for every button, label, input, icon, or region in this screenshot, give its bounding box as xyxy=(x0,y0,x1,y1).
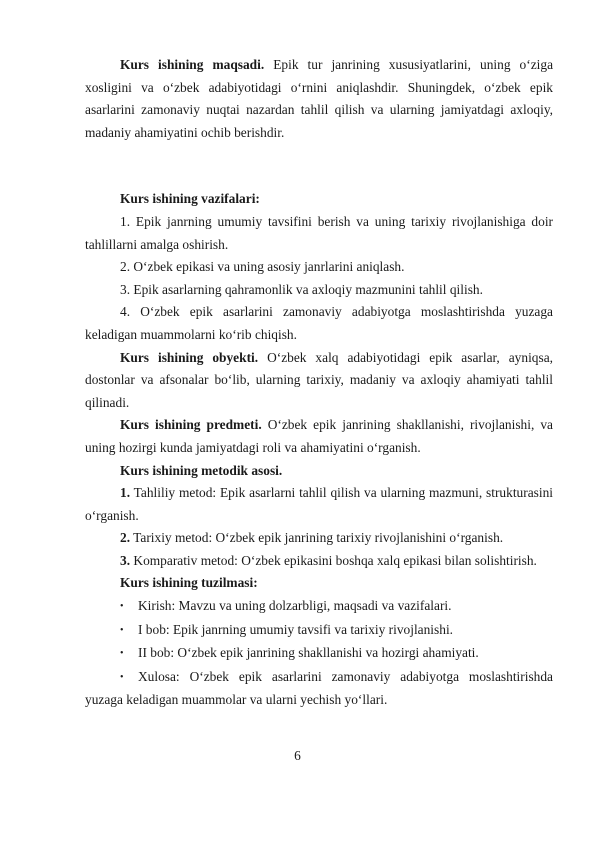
tuzilma-heading xyxy=(85,572,553,595)
obyekt-text: O‘zbek xalq adabiyotidagi epik asarlar, ayniqsa, dostonlar va afsonalar bo‘lib, ularning tarixiy, madaniy va axloqiy ahamiyati tahlil qilinadi. xyxy=(85,349,553,410)
tuzilma-item-4 xyxy=(85,666,553,712)
vazifa-item-4: 4. O‘zbek epik asarlarini zamonaviy adabiyotga moslashtirishda yuzaga keladigan muammolarni ko‘rib chiqish. xyxy=(85,304,553,342)
vazifa-item-1: 1. Epik janrning umumiy tavsifini berish va uning tarixiy rivojlanishiga doir tahlillarni amalga oshirish. xyxy=(85,213,553,252)
metodik-item-1-num: 1. xyxy=(120,485,131,501)
vazifalar-heading xyxy=(85,188,553,211)
predmet-paragraph xyxy=(85,414,553,459)
tuzilma-item-2 xyxy=(85,619,553,643)
maqsad-paragraph xyxy=(85,54,553,144)
bullet-icon: • xyxy=(120,624,124,636)
predmet-heading: Kurs ishining predmeti. xyxy=(120,417,262,433)
metodik-item-1 xyxy=(85,482,553,527)
page-number: 6 xyxy=(294,748,301,763)
metodik-heading xyxy=(85,460,553,483)
vazifa-item-2: 2. O‘zbek epikasi va uning asosiy janrlarini aniqlash. xyxy=(120,259,405,275)
tuzilma-item-3-text: II bob: O‘zbek epik janrining shakllanishi va hozirgi ahamiyati. xyxy=(138,645,479,661)
maqsad-heading: Kurs ishining maqsadi. xyxy=(120,57,265,72)
metodik-item-1-text: Tahliliy metod: Epik asarlarni tahlil qilish va ularning mazmuni, strukturasini o‘rganish. xyxy=(85,485,553,523)
vazifa-item-3: 3. Epik asarlarning qahramonlik va axloqiy mazmunini tahlil qilish. xyxy=(120,281,483,297)
predmet-text: O‘zbek epik janrining shakllanishi, rivojlanishi, va uning hozirgi kunda jamiyatdagi roli va ahamiyatini o‘rganish. xyxy=(85,417,553,455)
tuzilma-heading-text: Kurs ishining tuzilmasi: xyxy=(120,575,258,591)
bullet-icon: • xyxy=(120,601,124,613)
vazifalar-heading-text: Kurs ishining vazifalari: xyxy=(120,191,260,207)
metodik-heading-text: Kurs ishining metodik asosi. xyxy=(120,462,283,478)
metodik-item-3 xyxy=(85,550,553,573)
bullet-icon: • xyxy=(120,671,124,683)
spacer xyxy=(85,144,553,188)
obyekt-heading: Kurs ishining obyekti. xyxy=(120,349,259,365)
metodik-item-3-text: Komparativ metod: O‘zbek epikasini boshqa xalq epikasi bilan solishtirish. xyxy=(130,552,537,568)
bullet-icon: • xyxy=(120,648,124,660)
metodik-item-2-num: 2. xyxy=(120,530,131,546)
tuzilma-item-4-text: Xulosa: O‘zbek epik asarlarini zamonaviy adabiyotga moslashtirishda yuzaga keladigan muammolar va ularni yechish yo‘llari. xyxy=(85,668,553,708)
tuzilma-item-1 xyxy=(85,595,553,619)
document-body xyxy=(85,54,553,712)
metodik-item-2 xyxy=(85,527,553,550)
obyekt-paragraph xyxy=(85,347,553,415)
maqsad-text: Epik tur janrining xususiyatlarini, uning o‘ziga xosligini va o‘zbek adabiyotidagi o‘rnini aniqlashdir. Shuningdek, o‘zbek epik asarlarini zamonaviy nuqtai nazardan tahlil qilish va ularning jamiyatdagi axloqiy, madaniy ahamiyatini ochib berishdir. xyxy=(85,57,554,140)
tuzilma-item-3 xyxy=(85,642,553,666)
metodik-item-3-num: 3. xyxy=(120,552,131,568)
tuzilma-item-1-text: Kirish: Mavzu va uning dolzarbligi, maqsadi va vazifalari. xyxy=(138,598,452,614)
tuzilma-item-2-text: I bob: Epik janrning umumiy tavsifi va tarixiy rivojlanishi. xyxy=(138,621,454,637)
metodik-item-2-text: Tarixiy metod: O‘zbek epik janrining tarixiy rivojlanishini o‘rganish. xyxy=(130,530,504,546)
